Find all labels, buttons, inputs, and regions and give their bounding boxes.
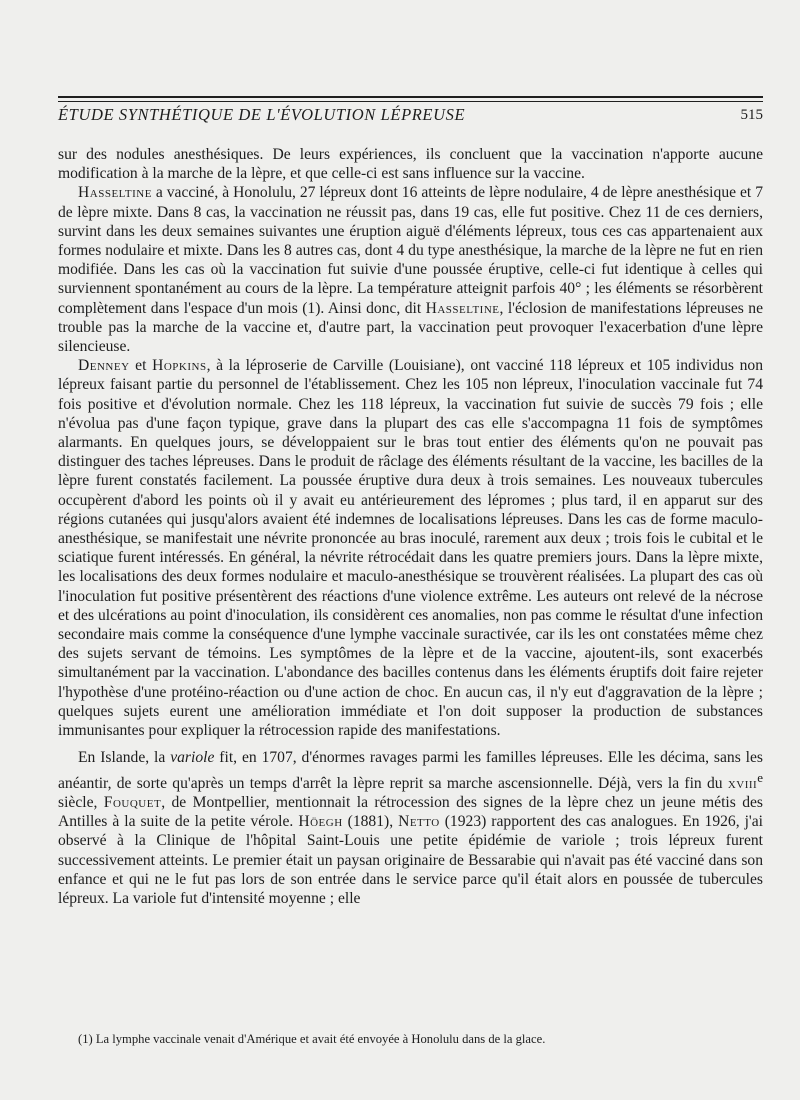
header-rule-thin [58,101,763,102]
paragraph-3: Denney et Hopkins, à la léproserie de Carville (Louisiane), ont vacciné 118 lépreux et 105 individus non lépreux faisant partie du personnel de l'établissement. Chez les 105 non lépreux, l'inoculation vaccinale fut 74 fois positive et d'évolution normale. Chez les 118 lépreux, la vaccination fut suivie de succès 79 fois ; elle n'évolua pas d'une façon typique, grave dans la plupart des cas elle s'accompagna 11 fois de symptômes alarmants. En quelques jours, se développaient sur le bras tout entier des éléments qu'on ne pouvait pas distinguer des taches lépreuses. Dans le produit de râclage des éléments résultant de la vaccine, les bacilles de la lèpre furent constatés facilement. La poussée éruptive dura deux à trois semaines. Les nouveaux tubercules occupèrent d'abord les points où il y avait eu antérieurement des lépromes ; plus tard, il en apparut sur des régions cutanées qui jusqu'alors avaient été indemnes de localisations lépreuses. Dans les cas de forme maculo-anesthésique, se manifestait une névrite prononcée au bras inoculé, rarement aux deux ; trois fois le cubital et le sciatique furent intéressés. En général, la névrite rétrocédait dans les quatre premiers jours. Dans la lèpre mixte, les localisations des deux formes nodulaire et maculo-anesthésique se trouvèrent réalisées. La plupart des cas où l'inoculation fut positive présentèrent des réactions d'une violence extrême. Les auteurs ont relevé de la nécrose et des ulcérations au point d'inoculation, ils considèrent ces anomalies, non pas comme le résultat d'une infection secondaire mais comme la conséquence d'une lymphe vaccinale suractivée, car ils les ont constatées même chez des sujets servant de témoins. Les symptômes de la lèpre et de la vaccine, ajoutent-ils, sont exacerbés simultanément par la vaccination. L'abondance des bacilles contenus dans les éléments éruptifs doit faire rejeter l'hypothèse d'une protéino-réaction ou d'une action de choc. En aucun cas, il n'y eut d'aggravation de la lèpre ; quelques sujets eurent une amélioration immédiate et l'on doit supposer la production de substances immunisantes pour expliquer la rétrocession rapide des manifestations. [58,357,763,740]
body-text [58,145,763,908]
author-name: Denney [78,357,130,375]
emphasis: variole [170,749,215,767]
running-title: ÉTUDE SYNTHÉTIQUE DE L'ÉVOLUTION LÉPREUSE [58,105,466,124]
footnote: (1) La lymphe vaccinale venait d'Amérique et avait été envoyée à Honolulu dans de la glace. [78,1032,546,1046]
author-name: Hasseltine [425,299,500,317]
paragraph-2: Hasseltine a vacciné, à Honolulu, 27 lépreux dont 16 atteints de lèpre nodulaire, 4 de lèpre anesthésique et 7 de lèpre mixte. Dans 8 cas, la vaccination ne réussit pas, dans 19 cas, elle fut positive. Chez 11 de ces derniers, survint dans les deux semaines suivantes une éruption aiguë d'éléments lépreux, tous ces cas appartenaient aux formes nodulaire et mixte. Dans les 8 autres cas, dont 4 du type anesthésique, la marche de la lèpre ne fut en rien modifiée. Dans les cas où la vaccination fut suivie d'une poussée éruptive, celle-ci fut identique à celles qui surviennent spontanément au cours de la lèpre. La température atteignit parfois 40° ; les éléments se résorbèrent complètement dans l'espace d'un mois (1). Ainsi donc, dit Hasseltine, l'éclosion de manifestations lépreuses ne trouble pas la marche de la vaccine et, d'autre part, la vaccination peut provoquer l'exacerbation d'une lèpre silencieuse. [58,184,763,356]
paragraph-1: sur des nodules anesthésiques. De leurs expériences, ils concluent que la vaccination n'apporte aucune modification à la marche de la lèpre, et que celle-ci est sans influence sur la vaccine. [58,146,763,183]
running-head [58,105,763,125]
author-name: Hasseltine [78,184,152,202]
century-superscript: e [757,769,763,785]
author-name: Höegh [298,813,343,831]
header-rule-thick [58,96,763,98]
author-name: Fouquet [103,793,162,811]
century-numeral: xviii [727,774,758,792]
page-number: 515 [740,107,763,123]
author-name: Hopkins [152,357,207,375]
author-name: Netto [398,813,440,831]
paragraph-4: En Islande, la variole fit, en 1707, d'énormes ravages parmi les familles lépreuses. Elle les décima, sans les anéantir, de sorte qu'après un temps d'arrêt la lèpre reprit sa marche ascensionnelle. Déjà, vers la fin du xviii$^e$ siècle, Fouquet, de Montpellier, mentionnait la rétrocession des signes de la lèpre chez un jeune métis des Antilles à la suite de la petite vérole. Höegh (1881), Netto (1923) rapportent des cas analogues. En 1926, j'ai observé à la Clinique de l'hôpital Saint-Louis une petite épidémie de variole ; trois lépreux furent successivement atteints. Le premier était un paysan originaire de Bessarabie qui n'avait pas été vacciné dans son enfance et qui ne le fut pas lors de son entrée dans le service parce qu'il était alors en poussée de tubercules lépreux. La variole fut d'intensité moyenne ; elle [58,749,764,907]
